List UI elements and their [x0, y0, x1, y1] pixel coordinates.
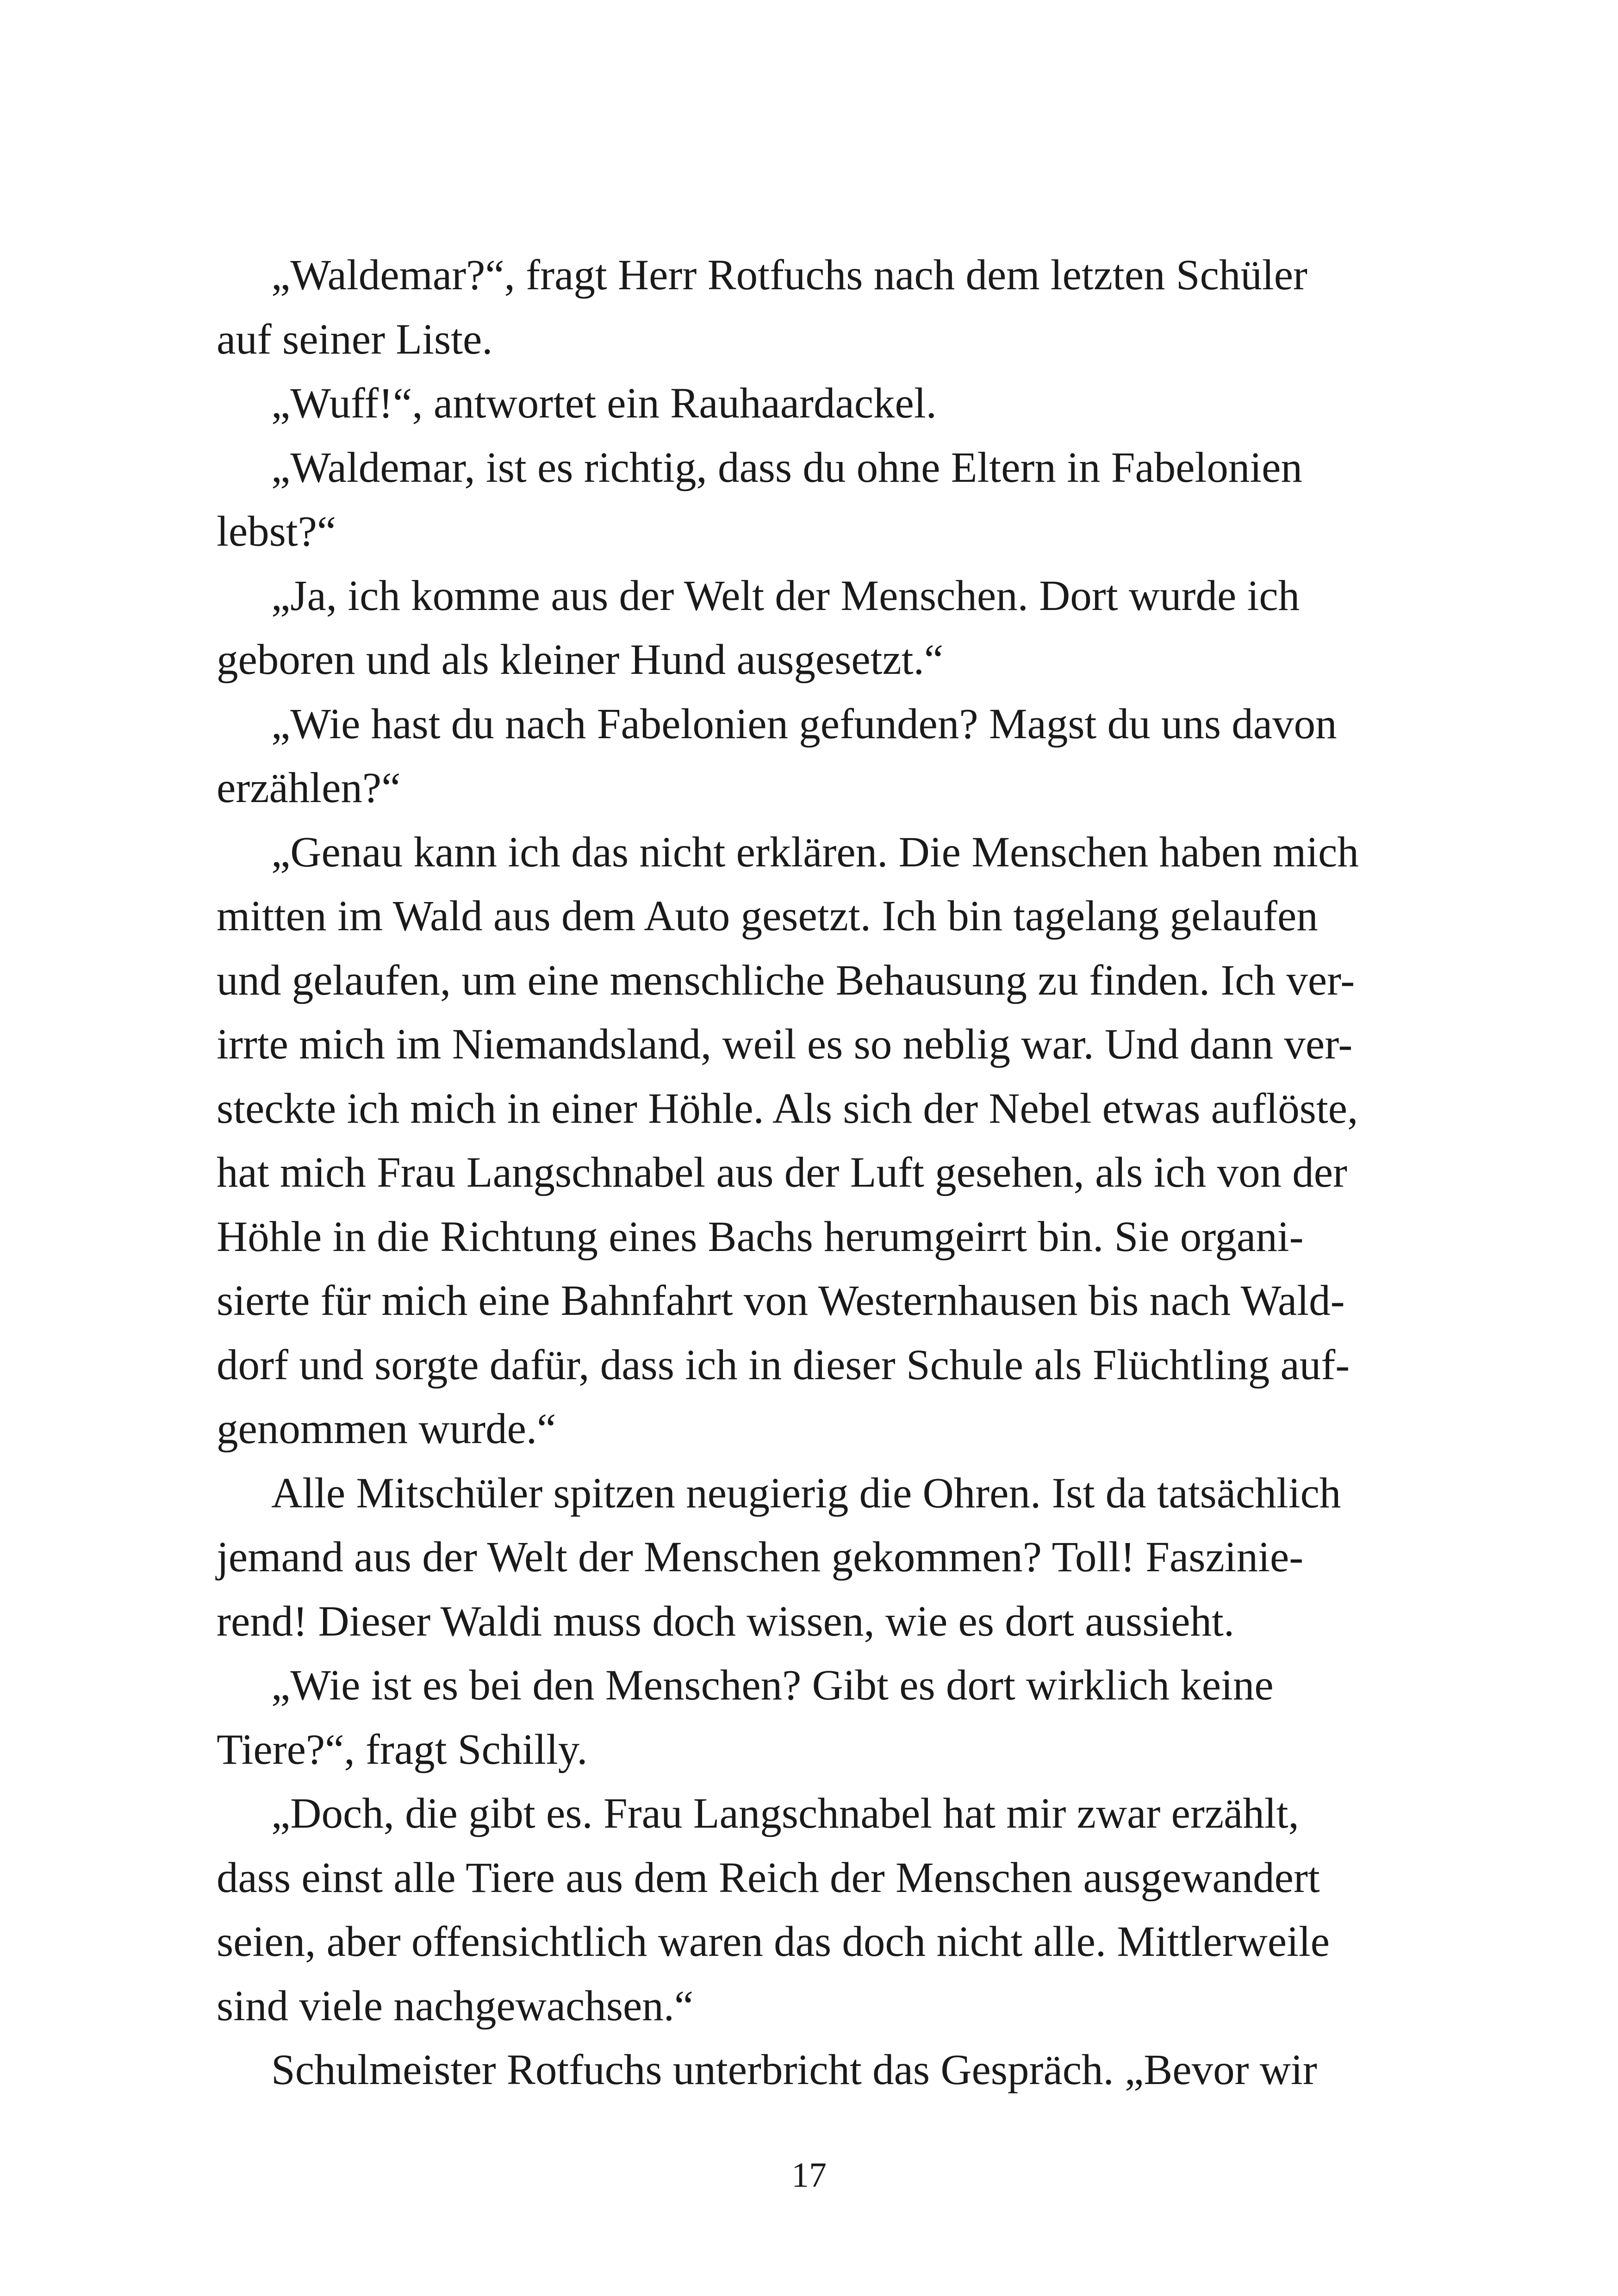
text-line: seien, aber offensichtlich waren das doch nicht alle. Mittlerweile: [217, 1918, 1330, 1966]
text-line: irrte mich im Niemandsland, weil es so neblig war. Und dann ver-: [217, 1020, 1353, 1068]
text-line: mitten im Wald aus dem Auto gesetzt. Ich bin tagelang gelaufen: [217, 892, 1318, 940]
text-line: lebst?“: [217, 508, 336, 555]
text-line: sind viele nachgewachsen.“: [217, 1982, 694, 2030]
text-line: erzählen?“: [217, 764, 401, 812]
text-line: steckte ich mich in einer Höhle. Als sich der Nebel etwas auflöste,: [217, 1084, 1358, 1132]
page-number: 17: [791, 2156, 827, 2195]
text-line: Alle Mitschüler spitzen neugierig die Ohren. Ist da tatsächlich: [271, 1469, 1341, 1517]
text-line: Schulmeister Rotfuchs unterbricht das Gespräch. „Bevor wir: [271, 2046, 1317, 2094]
text-line: „Doch, die gibt es. Frau Langschnabel hat mir zwar erzählt,: [271, 1790, 1299, 1837]
text-line: „Ja, ich komme aus der Welt der Menschen. Dort wurde ich: [271, 572, 1300, 620]
text-line: geboren und als kleiner Hund ausgesetzt.“: [217, 636, 944, 684]
text-line: hat mich Frau Langschnabel aus der Luft gesehen, als ich von der: [217, 1149, 1348, 1196]
text-line: jemand aus der Welt der Menschen gekommen? Toll! Faszinie-: [217, 1533, 1304, 1581]
text-line: „Waldemar?“, fragt Herr Rotfuchs nach dem letzten Schüler: [271, 251, 1307, 299]
text-line: und gelaufen, um eine menschliche Behausung zu finden. Ich ver-: [217, 956, 1355, 1004]
text-line: auf seiner Liste.: [217, 315, 493, 363]
text-line: sierte für mich eine Bahnfahrt von Westernhausen bis nach Wald-: [217, 1277, 1345, 1325]
body-text: [217, 243, 1448, 2103]
text-line: genommen wurde.“: [217, 1405, 556, 1453]
text-line: „Genau kann ich das nicht erklären. Die Menschen haben mich: [271, 828, 1359, 876]
text-line: dass einst alle Tiere aus dem Reich der Menschen ausgewandert: [217, 1854, 1320, 1902]
text-line: „Wie hast du nach Fabelonien gefunden? Magst du uns davon: [271, 700, 1337, 748]
text-line: Tiere?“, fragt Schilly.: [217, 1725, 588, 1773]
text-line: „Wuff!“, antwortet ein Rauhaardackel.: [271, 380, 937, 427]
text-line: dorf und sorgte dafür, dass ich in dieser Schule als Flüchtling auf-: [217, 1341, 1350, 1389]
text-line: „Wie ist es bei den Menschen? Gibt es dort wirklich keine: [271, 1661, 1274, 1709]
text-line: rend! Dieser Waldi muss doch wissen, wie es dort aussieht.: [217, 1597, 1235, 1645]
text-line: Höhle in die Richtung eines Bachs herumgeirrt bin. Sie organi-: [217, 1213, 1304, 1261]
text-line: „Waldemar, ist es richtig, dass du ohne Eltern in Fabelonien: [271, 443, 1302, 492]
